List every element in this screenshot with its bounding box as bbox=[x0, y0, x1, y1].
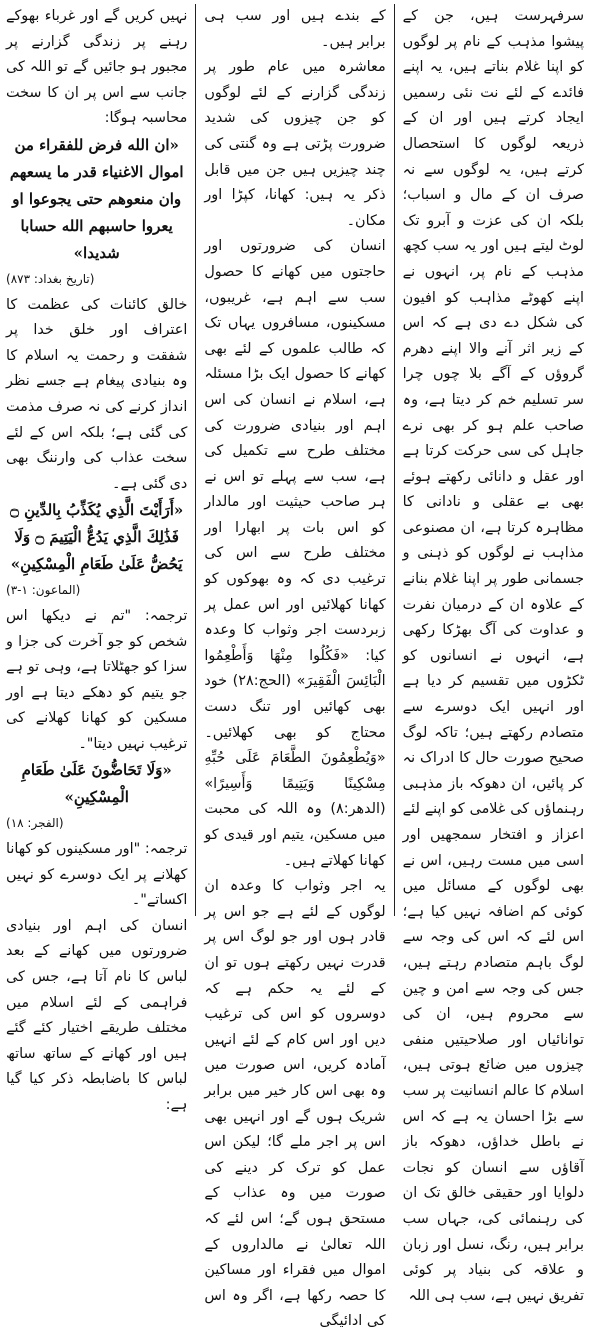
arabic-quote: «ان الله فرض للفقراء من اموال الاغنياء قدر ما يسعهم وان منعوهم حتى يجوعوا او يعروا حاسبهم الله حسابا شديدا» bbox=[9, 135, 184, 262]
page-columns bbox=[6, 4, 584, 1330]
citation: (تاریخ بغداد: ۸۷۳) bbox=[6, 271, 95, 286]
column-divider-left bbox=[195, 4, 196, 916]
citation: (الماعون: ۱-۳) bbox=[6, 583, 81, 598]
column-left bbox=[6, 4, 188, 1113]
paragraph: یہ اجر وثواب کا وعدہ ان لوگوں کے لئے ہے جو اس پر قادر ہوں اور جو لوگ اس پر قدرت نہیں رکھتے ہوں تو ان کے لئے یہ حکم ہے کہ دوسروں کو اس کی ترغیب دیں اور اس کام کے لئے انہیں آمادہ کریں، اس صورت میں وہ بھی اس کار خیر میں برابر شریک ہوں گے اور انہیں بھی اس پر اجر ملے گا؛ لیکن اس عمل کو ترک کر دینے کی صورت میں وہ عذاب کے مستحق ہوں گے؛ اس لئے کہ اللہ تعالیٰ نے مالداروں کے اموال میں فقراء اور مساکین کا حصہ رکھا ہے، اگر وہ اس کی ادائیگی bbox=[204, 878, 386, 1330]
paragraph: انسان کی اہم اور بنیادی ضرورتوں میں کھانے کے بعد لباس کا نام آتا ہے، جس کی فراہمی کے لئے اسلام میں مختلف طریقے اختیار کئے گئے ہیں اور کھانے کے ساتھ ساتھ لباس کا باضابطہ ذکر کیا گیا ہے: bbox=[6, 917, 188, 1113]
paragraph: ترجمہ: "تم نے دیکھا اس شخص کو جو آخرت کی جزا و سزا کو جھٹلاتا ہے، وہی تو ہے جو یتیم کو دھکے دیتا ہے اور مسکین کو کھانا کھلانے کی ترغیب نہیں دیتا"۔ bbox=[6, 607, 188, 752]
paragraph: ترجمہ: "اور مسکینوں کو کھانا کھلانے پر ایک دوسرے کو نہیں اکساتے"۔ bbox=[6, 841, 188, 909]
column-middle bbox=[204, 4, 386, 1330]
paragraph: کے بندے ہیں اور سب ہی برابر ہیں۔ bbox=[204, 8, 386, 50]
column-divider-right bbox=[394, 4, 395, 916]
paragraph: خالق کائنات کی عظمت کا اعتراف اور خلق خدا پر شفقت و رحمت یہ اسلام کا وہ بنیادی پیغام ہے جسے نظر انداز کرنے کی نہ صرف مذمت کی گئی ہے؛ بلکہ اس کے لئے سخت عذاب کی وارننگ بھی دی گئی ہے۔ bbox=[6, 296, 188, 492]
column-right bbox=[402, 4, 584, 1304]
arabic-quote: «وَلَا تَحَاضُّونَ عَلَىٰ طَعَامِ الْمِسْكِينِ» bbox=[21, 761, 172, 807]
paragraph: انسان کی ضرورتوں اور حاجتوں میں کھانے کا حصول سب سے اہم ہے، غریبوں، مسکینوں، مسافروں یہاں تک کہ طالب علموں کے لئے بھی کھانے کا حصول ایک بڑا مسئلہ ہے، اسلام نے انسان کی اس اہم اور بنیادی ضرورت کی مختلف طرح سے تکمیل کی ہے، سب سے پہلے تو اس نے ہر صاحب حیثیت اور مالدار کو اس بات پر ابھارا اور مختلف طرح سے اس کی ترغیب دی کہ وہ بھوکوں کو کھانا کھلائیں اور اس عمل پر زبردست اجر وثواب کا وعدہ کیا: «فَكُلُوا مِنْهَا وَأَطْعِمُوا الْبَائِسَ الْفَقِيرَ» (الحج:۲۸) خود بھی کھائیں اور تنگ دست محتاج کو بھی کھلائیں۔ «وَيُطْعِمُونَ الطَّعَامَ عَلَى حُبِّهِ مِسْكِينًا وَيَتِيمًا وَأَسِيرًا» (الدھر:۸) وہ اللہ کی محبت میں مسکین، یتیم اور قیدی کو کھانا کھلاتے ہیں۔ bbox=[204, 238, 386, 869]
paragraph: سرفہرست ہیں، جن کے پیشوا مذہب کے نام پر لوگوں کو اپنا غلام بناتے ہیں، یہ اپنے فائدے کے لئے نت نئی رسمیں ایجاد کرتے ہیں اور ان کے ذریعہ لوگوں کا استحصال کرتے ہیں، یہ لوگوں سے نہ صرف ان کے مال و اسباب؛ بلکہ ان کی عزت و آبرو تک لوٹ لیتے ہیں اور یہ سب کچھ مذہب کے نام پر، انہوں نے اپنے کھوٹے مذاہب کو افیون کی شکل دے دی ہے کہ اس کے زیر اثر آنے والا اپنے دھرم گروؤں کے آگے بلا چوں چرا سر تسلیم خم کر دیتا ہے، وہ صاحب علم ہو کر بھی نرے جاہل کی سی حرکت کرتا ہے اور عقل و دانائی رکھتے ہوئے بھی بے عقلی و نادانی کا مظاہرہ کرتا ہے، ان مصنوعی مذاہب نے لوگوں کو ذہنی و جسمانی طور پر اپنا غلام بنانے کے علاوہ ان کے درمیان نفرت و عداوت کی آگ بھڑکا رکھی ہے، انہوں نے انسانوں کو ٹکڑوں میں تقسیم کر دیا ہے اور انہیں ایک دوسرے سے متصادم رکھتے ہیں؛ تاکہ لوگ صحیح صورت حال کا ادراک نہ کر پائیں، ان دھوکہ باز مذہبی رہنماؤں کی غلامی کو اپنے لئے اعزاز و افتخار سمجھیں اور اسی میں مست رہیں، اس نے بھی لوگوں کے مسائل میں کوئی کم اضافہ نہیں کیا ہے؛ اس لئے کہ اس کی وجہ سے لوگ باہم متصادم رہتے ہیں، جس کی وجہ سے امن و چین سے محروم ہیں، ان کی توانائیاں اور صلاحیتیں منفی چیزوں میں ضائع ہوتی ہیں، اسلام کا عالم انسانیت پر سب سے بڑا احسان یہ ہے کہ اس نے باطل خداؤں، دھوکہ باز آقاؤں سے انسان کو نجات دلوایا اور حقیقی خالق تک ان کی رہنمائی کی، جہاں سب برابر ہیں، رنگ، نسل اور زبان و علاقہ کی بنیاد پر کوئی تفریق نہیں ہے، سب ہی اللہ bbox=[402, 8, 584, 1304]
paragraph: نہیں کریں گے اور غرباء بھوکے رہنے پر زندگی گزارنے پر مجبور ہو جائیں گے تو اللہ کی جانب سے اس پر ان کا سخت محاسبہ ہوگا: bbox=[6, 8, 188, 127]
citation: (الفجر: ۱۸) bbox=[6, 816, 64, 831]
arabic-quote: «أَرَأَيْتَ الَّذِي يُكَذِّبُ بِالدِّينِ ۝ فَذَٰلِكَ الَّذِي يَدُعُّ الْيَتِيمَ ۝ وَلَا يَحُضُّ عَلَىٰ طَعَامِ الْمِسْكِينِ» bbox=[10, 501, 184, 574]
paragraph: معاشرہ میں عام طور پر زندگی گزارنے کے لئے لوگوں کو جن چیزوں کی شدید ضرورت پڑتی ہے وہ گنتی کی چند چیزیں ہیں جن میں قابل ذکر یہ ہیں: کھانا، کپڑا اور مکان۔ bbox=[204, 59, 386, 229]
